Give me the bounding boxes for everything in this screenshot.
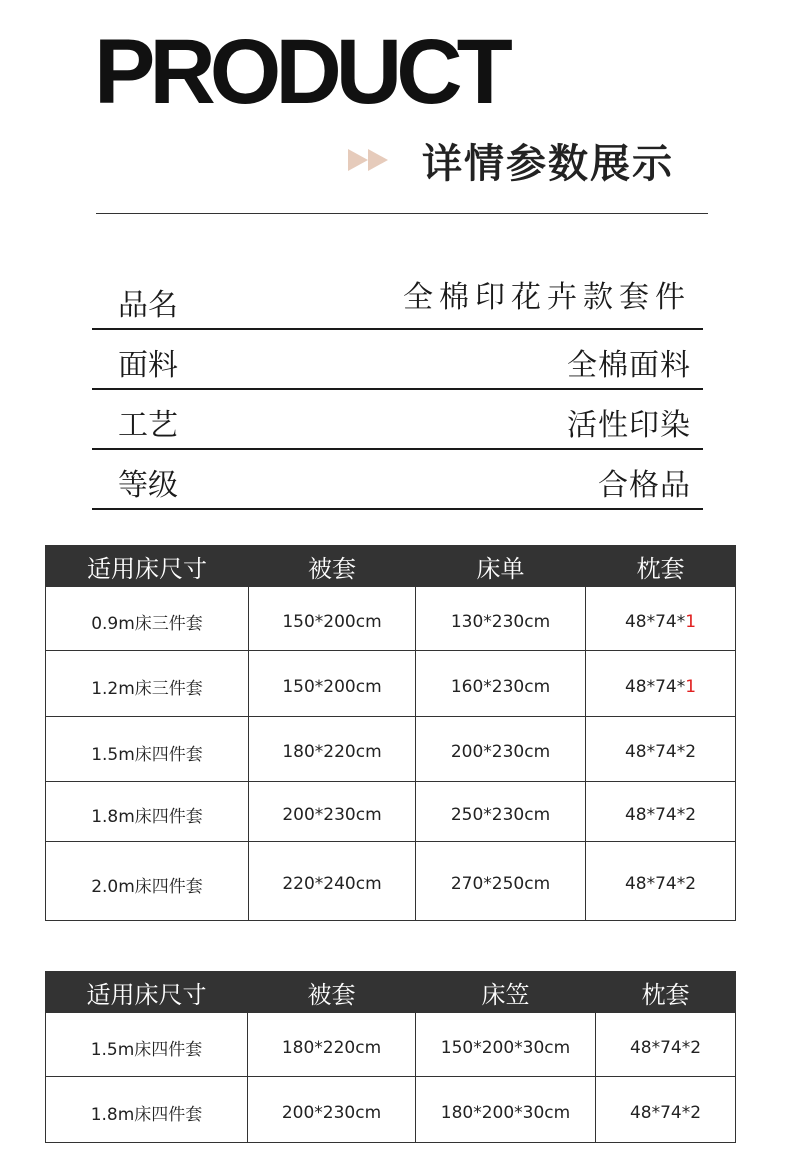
size-cell: 0.9m床三件套: [46, 587, 249, 651]
pillow-count: 2: [685, 874, 697, 894]
info-row-name: [92, 270, 703, 330]
column-header: 床单: [416, 546, 586, 587]
fitted-sheet-cell: 150*200*30cm: [416, 1013, 596, 1077]
size-cell: 2.0m床四件套: [46, 842, 249, 921]
pillow-size: 48*74*: [624, 611, 686, 632]
size-cell: 1.5m床四件套: [46, 717, 249, 782]
size-cell: 1.2m床三件套: [46, 651, 249, 717]
duvet-cell: 150*200cm: [249, 587, 416, 651]
pillow-count: 1: [685, 676, 697, 697]
column-header: 适用床尺寸: [46, 546, 249, 587]
sheet-cell: 200*230cm: [416, 717, 586, 782]
fitted-sheet-cell: 180*200*30cm: [416, 1077, 596, 1143]
double-arrow-icon: [348, 149, 388, 171]
info-value: 合格品: [598, 468, 691, 503]
table-header-row: [46, 972, 736, 1013]
pillow-size: 48*74*: [624, 804, 686, 825]
column-header: 被套: [249, 546, 416, 587]
sheet-cell: 270*250cm: [416, 842, 586, 921]
table-row: [46, 717, 736, 782]
size-cell: 1.8m床四件套: [46, 782, 249, 842]
table-row: [46, 651, 736, 717]
info-label: 面料: [118, 348, 178, 383]
info-row-craft: [92, 390, 703, 450]
pillow-size: 48*74*: [624, 742, 686, 762]
section-subtitle: 详情参数展示: [422, 140, 674, 187]
duvet-cell: 180*220cm: [249, 717, 416, 782]
duvet-cell: 180*220cm: [248, 1013, 416, 1077]
column-header: 被套: [248, 972, 416, 1013]
info-label: 品名: [118, 288, 178, 323]
info-label: 工艺: [118, 408, 178, 443]
product-title: PRODUCT: [94, 21, 507, 123]
info-row-grade: [92, 450, 703, 510]
info-value: 全棉印花卉款套件: [403, 280, 691, 315]
info-value: 全棉面料: [567, 348, 691, 383]
size-cell: 1.8m床四件套: [46, 1077, 248, 1143]
info-row-fabric: [92, 330, 703, 390]
pillow-cell: [586, 651, 736, 717]
table-row: [46, 842, 736, 921]
sheet-cell: 130*230cm: [416, 587, 586, 651]
size-cell: 1.5m床四件套: [46, 1013, 248, 1077]
sheet-cell: 160*230cm: [416, 651, 586, 717]
pillow-cell: 48*74*2: [596, 1077, 736, 1143]
column-header: 适用床尺寸: [46, 972, 248, 1013]
duvet-cell: 220*240cm: [249, 842, 416, 921]
pillow-count: 2: [685, 804, 697, 825]
pillow-size: 48*74*: [624, 676, 686, 697]
pillow-cell: [586, 782, 736, 842]
table-row: [46, 1077, 736, 1143]
table-row: [46, 587, 736, 651]
duvet-cell: 200*230cm: [249, 782, 416, 842]
duvet-cell: 150*200cm: [249, 651, 416, 717]
column-header: 枕套: [596, 972, 736, 1013]
table-header-row: [46, 546, 736, 587]
pillow-size: 48*74*: [624, 874, 686, 894]
pillow-count: 2: [685, 742, 697, 762]
pillow-count: 1: [685, 611, 697, 632]
column-header: 床笠: [416, 972, 596, 1013]
info-value: 活性印染: [567, 408, 691, 443]
sheet-cell: 250*230cm: [416, 782, 586, 842]
table-row: [46, 782, 736, 842]
column-header: 枕套: [586, 546, 736, 587]
pillow-cell: [586, 842, 736, 921]
duvet-cell: 200*230cm: [248, 1077, 416, 1143]
pillow-cell: 48*74*2: [596, 1013, 736, 1077]
pillow-cell: [586, 587, 736, 651]
table-row: [46, 1013, 736, 1077]
pillow-cell: [586, 717, 736, 782]
info-label: 等级: [118, 468, 178, 503]
subtitle-row: [348, 132, 674, 188]
size-table-fitted: [45, 971, 736, 1143]
divider: [96, 213, 708, 214]
product-info-list: [92, 270, 703, 510]
size-table-sheet: [45, 545, 736, 921]
